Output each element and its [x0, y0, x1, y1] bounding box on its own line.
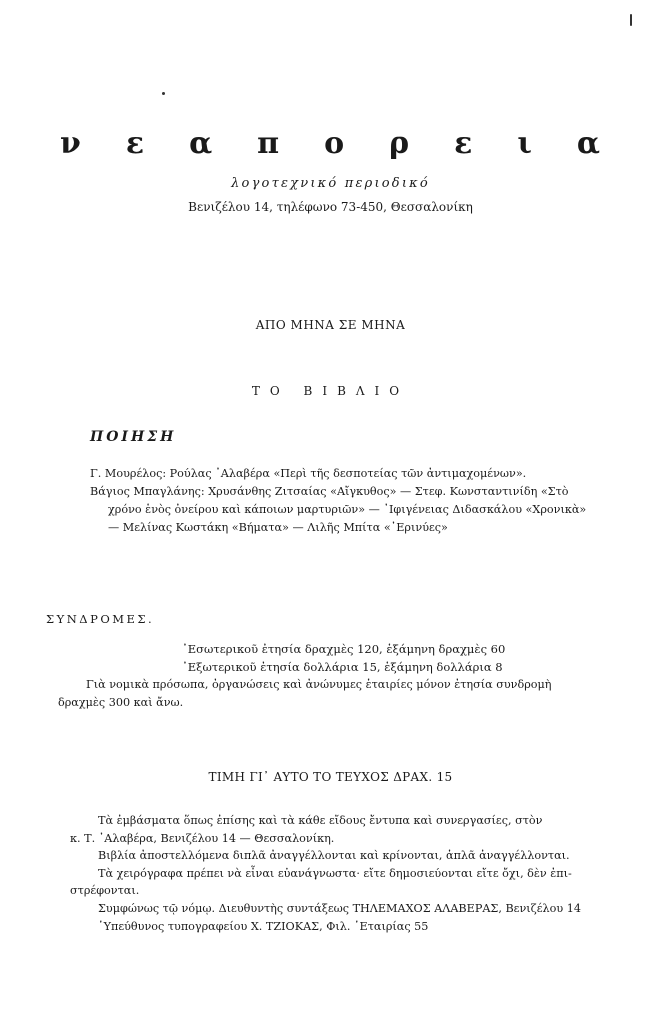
- magazine-address: Βενιζέλου 14, τηλέφωνο 73-450, Θεσσαλονίκη: [188, 200, 473, 214]
- poetry-line: — Μελίνας Κωστάκη «Βήματα» — Λιλῆς Μπίτα «᾽Ερινύες»: [108, 521, 448, 534]
- print-speck: [162, 92, 165, 95]
- note-line: Βιβλία ἀποστελλόμενα διπλᾶ ἀναγγέλλονται καὶ κρίνονται, ἁπλᾶ ἀναγγέλλονται.: [98, 849, 570, 863]
- masthead-letter: ε: [125, 126, 145, 161]
- poetry-line: χρόνο ἑνὸς ὀνείρου καὶ κάποιων μαρτυριῶν» — ᾽Ιφιγένειας Διδασκάλου «Χρονικὰ»: [108, 503, 587, 516]
- poetry-reviews: [90, 465, 590, 537]
- issue-price: ΤΙΜΗ ΓΙ᾽ ΑΥΤΟ ΤΟ ΤΕΥΧΟΣ ΔΡΑΧ. 15: [208, 770, 453, 784]
- masthead-letter: α: [189, 126, 213, 161]
- masthead-letter: π: [257, 126, 280, 161]
- masthead-letter: α: [576, 126, 600, 161]
- poetry-heading: ΠΟΙΗΣΗ: [90, 429, 177, 445]
- subscription-domestic: ᾽Εσωτερικοῦ ἐτησία δραχμὲς 120, ἑξάμηνη δραχμὲς 60: [182, 642, 506, 656]
- note-line: Συμφώνως τῷ νόμῳ. Διευθυντὴς συντάξεως ΤΗΛΕΜΑΧΟΣ ΑΛΑΒΕΡΑΣ, Βενιζέλου 14: [98, 901, 581, 915]
- magazine-subtitle: λογοτεχνικό περιοδικό: [231, 176, 430, 191]
- note-line: Τὰ χειρόγραφα πρέπει νὰ εἶναι εὐανάγνωστα· εἴτε δημοσιεύονται εἴτε ὄχι, δὲν ἐπι-: [98, 866, 572, 880]
- masthead-letter: ν: [60, 126, 81, 161]
- note-line: στρέφονται.: [70, 884, 140, 898]
- masthead-letter: ρ: [389, 126, 410, 161]
- legal-line: δραχμὲς 300 καὶ ἄνω.: [58, 696, 184, 709]
- subscriptions-heading: ΣΥΝΔΡΟΜΕΣ.: [46, 612, 155, 626]
- book-heading: ΤΟ ΒΙΒΛΙΟ: [251, 384, 410, 398]
- masthead-letter: ο: [324, 126, 345, 161]
- print-speck: [630, 14, 632, 26]
- legal-line: Γιὰ νομικὰ πρόσωπα, ὀργανώσεις καὶ ἀνώνυμες ἑταιρίες μόνον ἐτησία συνδρομὴ: [86, 678, 552, 691]
- subscription-foreign: ᾽Εξωτερικοῦ ἐτησία δολλάρια 15, ἑξάμηνη δολλάρια 8: [182, 660, 503, 674]
- section-heading: ΑΠΟ ΜΗΝΑ ΣΕ ΜΗΝΑ: [255, 318, 406, 332]
- note-line: ῾Υπεύθυνος τυπογραφείου Χ. ΤΖΙΟΚΑΣ, Φιλ. ῾Εταιρίας 55: [98, 919, 429, 933]
- editorial-notes: [70, 812, 590, 935]
- masthead-letter: ι: [517, 126, 532, 161]
- masthead-title: [60, 124, 600, 164]
- poetry-line: Γ. Μουρέλος: Ρούλας ᾽Αλαβέρα «Περὶ τῆς δεσποτείας τῶν ἀντιμαχομένων».: [90, 467, 527, 480]
- poetry-line: Βάγιος Μπαγλάνης: Χρυσάνθης Ζιτσαίας «Αἴγκυθος» — Στεφ. Κωνσταντινίδη «Στὸ: [90, 485, 569, 498]
- note-line: Τὰ ἐμβάσματα ὅπως ἐπίσης καὶ τὰ κάθε εἴδους ἔντυπα καὶ συνεργασίες, στὸν: [98, 814, 543, 827]
- masthead-letter: ε: [454, 126, 473, 161]
- note-line: κ. Τ. ᾽Αλαβέρα, Βενιζέλου 14 — Θεσσαλονίκη.: [70, 831, 335, 845]
- subscription-legal-note: [58, 676, 598, 712]
